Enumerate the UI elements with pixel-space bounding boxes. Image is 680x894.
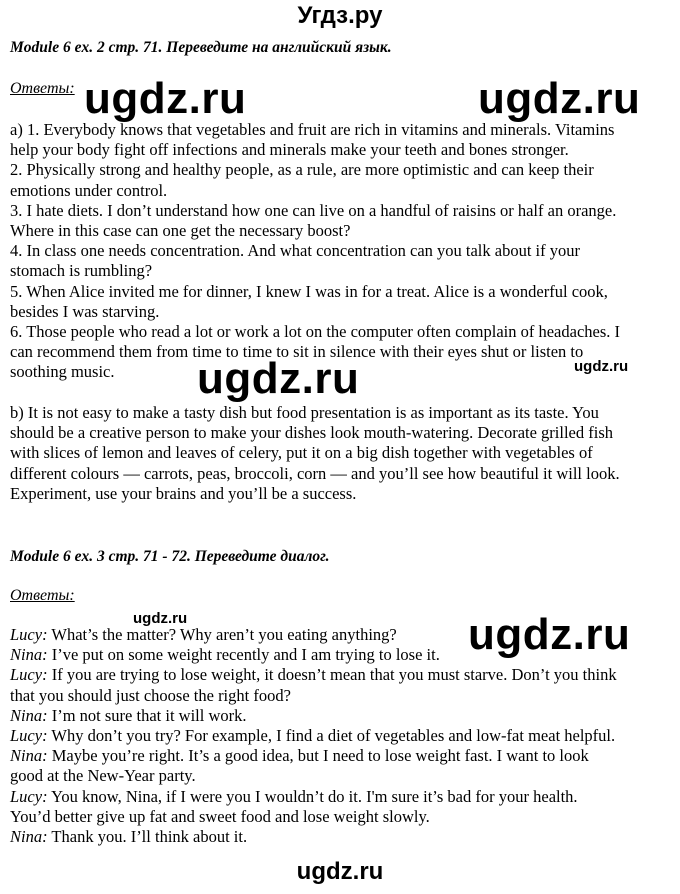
dialogue-line xyxy=(10,807,672,827)
text-line: b) It is not easy to make a tasty dish but food presentation is as important as its taste. You xyxy=(10,403,599,422)
watermark: ugdz.ru xyxy=(478,74,641,123)
dialogue-line xyxy=(10,686,672,706)
dialogue-text: What’s the matter? Why aren’t you eating anything? xyxy=(47,625,397,644)
dialogue-text: Why don’t you try? For example, I find a diet of vegetables and low-fat meat helpful. xyxy=(47,726,616,746)
text-line: 3. I hate diets. I don’t understand how one can live on a handful of raisins or half an orange. xyxy=(10,200,617,220)
text-line: can recommend them from time to time to sit in silence with their eyes shut or listen to xyxy=(10,342,584,362)
site-title: Угдз.ру xyxy=(297,2,383,29)
text-line: 5. When Alice invited me for dinner, I knew I was in for a treat. Alice is a wonderful cook, xyxy=(10,281,608,301)
dialogue-line xyxy=(10,766,672,786)
text-line: with slices of lemon and leaves of celery, put it on a big dish together with vegetables of xyxy=(10,443,593,463)
speaker-name: Lucy: xyxy=(10,625,48,644)
text-line: 4. In class one needs concentration. And what concentration can you talk about if your xyxy=(10,241,580,261)
speaker-name: Nina: xyxy=(10,746,48,766)
dialogue-text: I’m not sure that it will work. xyxy=(47,705,247,725)
section2-answers-label: Ответы: xyxy=(10,587,75,604)
dialogue-text: If you are trying to lose weight, it doesn’t mean that you must starve. Don’t you think xyxy=(47,665,617,685)
section2-heading: Module 6 ex. 3 стр. 71 - 72. Переведите диалог. xyxy=(10,548,330,565)
watermark: ugdz.ru xyxy=(574,358,629,375)
dialogue-text: good at the New-Year party. xyxy=(10,766,196,786)
dialogue-line xyxy=(10,827,672,847)
speaker-name: Nina: xyxy=(10,645,48,665)
footer-watermark: ugdz.ru xyxy=(296,858,384,885)
text-line: different colours — carrots, peas, broccoli, corn — and you’ll see how beautiful it will look. xyxy=(10,463,620,483)
text-line: emotions under control. xyxy=(10,180,168,200)
speaker-name: Lucy: xyxy=(10,726,48,746)
text-line: Where in this case can one get the necessary boost? xyxy=(10,221,351,241)
section1-part-a xyxy=(10,120,672,383)
text-line: besides I was starving. xyxy=(10,301,160,321)
section1-heading: Module 6 ex. 2 стр. 71. Переведите на английский язык. xyxy=(10,39,392,56)
dialogue-line xyxy=(10,787,672,807)
dialogue-line xyxy=(10,665,672,685)
dialogue-line xyxy=(10,746,672,766)
dialogue-text: You’d better give up fat and sweet food and lose weight slowly. xyxy=(10,806,430,826)
text-line: should be a creative person to make your dishes look mouth-watering. Decorate grilled fish xyxy=(10,423,613,443)
dialogue-text: Maybe you’re right. It’s a good idea, but I need to lose weight fast. I want to look xyxy=(47,746,589,766)
watermark: ugdz.ru xyxy=(468,610,631,659)
watermark: ugdz.ru xyxy=(84,74,247,123)
speaker-name: Nina: xyxy=(10,827,48,847)
dialogue-text: Thank you. I’ll think about it. xyxy=(47,827,248,847)
dialogue-text: that you should just choose the right food? xyxy=(10,685,291,705)
speaker-name: Lucy: xyxy=(10,786,48,806)
dialogue-text: You know, Nina, if I were you I wouldn’t do it. I'm sure it’s bad for your health. xyxy=(47,786,578,806)
text-line: 6. Those people who read a lot or work a lot on the computer often complain of headaches. I xyxy=(10,322,621,342)
section1-answers-label: Ответы: xyxy=(10,80,75,97)
speaker-name: Lucy: xyxy=(10,665,48,685)
watermark: ugdz.ru xyxy=(197,354,360,403)
dialogue-line xyxy=(10,706,672,726)
speaker-name: Nina: xyxy=(10,705,48,725)
text-line: Experiment, use your brains and you’ll be a success. xyxy=(10,483,357,503)
text-line: help your body fight off infections and minerals make your teeth and bones stronger. xyxy=(10,140,569,160)
text-line: a) 1. Everybody knows that vegetables and fruit are rich in vitamins and minerals. Vitamins xyxy=(10,120,615,139)
section1-part-b xyxy=(10,403,672,504)
text-line: soothing music. xyxy=(10,362,115,382)
text-line: 2. Physically strong and healthy people, as a rule, are more optimistic and can keep their xyxy=(10,160,594,180)
dialogue-text: I’ve put on some weight recently and I am trying to lose it. xyxy=(47,645,440,665)
dialogue-line xyxy=(10,726,672,746)
watermark: ugdz.ru xyxy=(133,610,188,627)
text-line: stomach is rumbling? xyxy=(10,261,153,281)
